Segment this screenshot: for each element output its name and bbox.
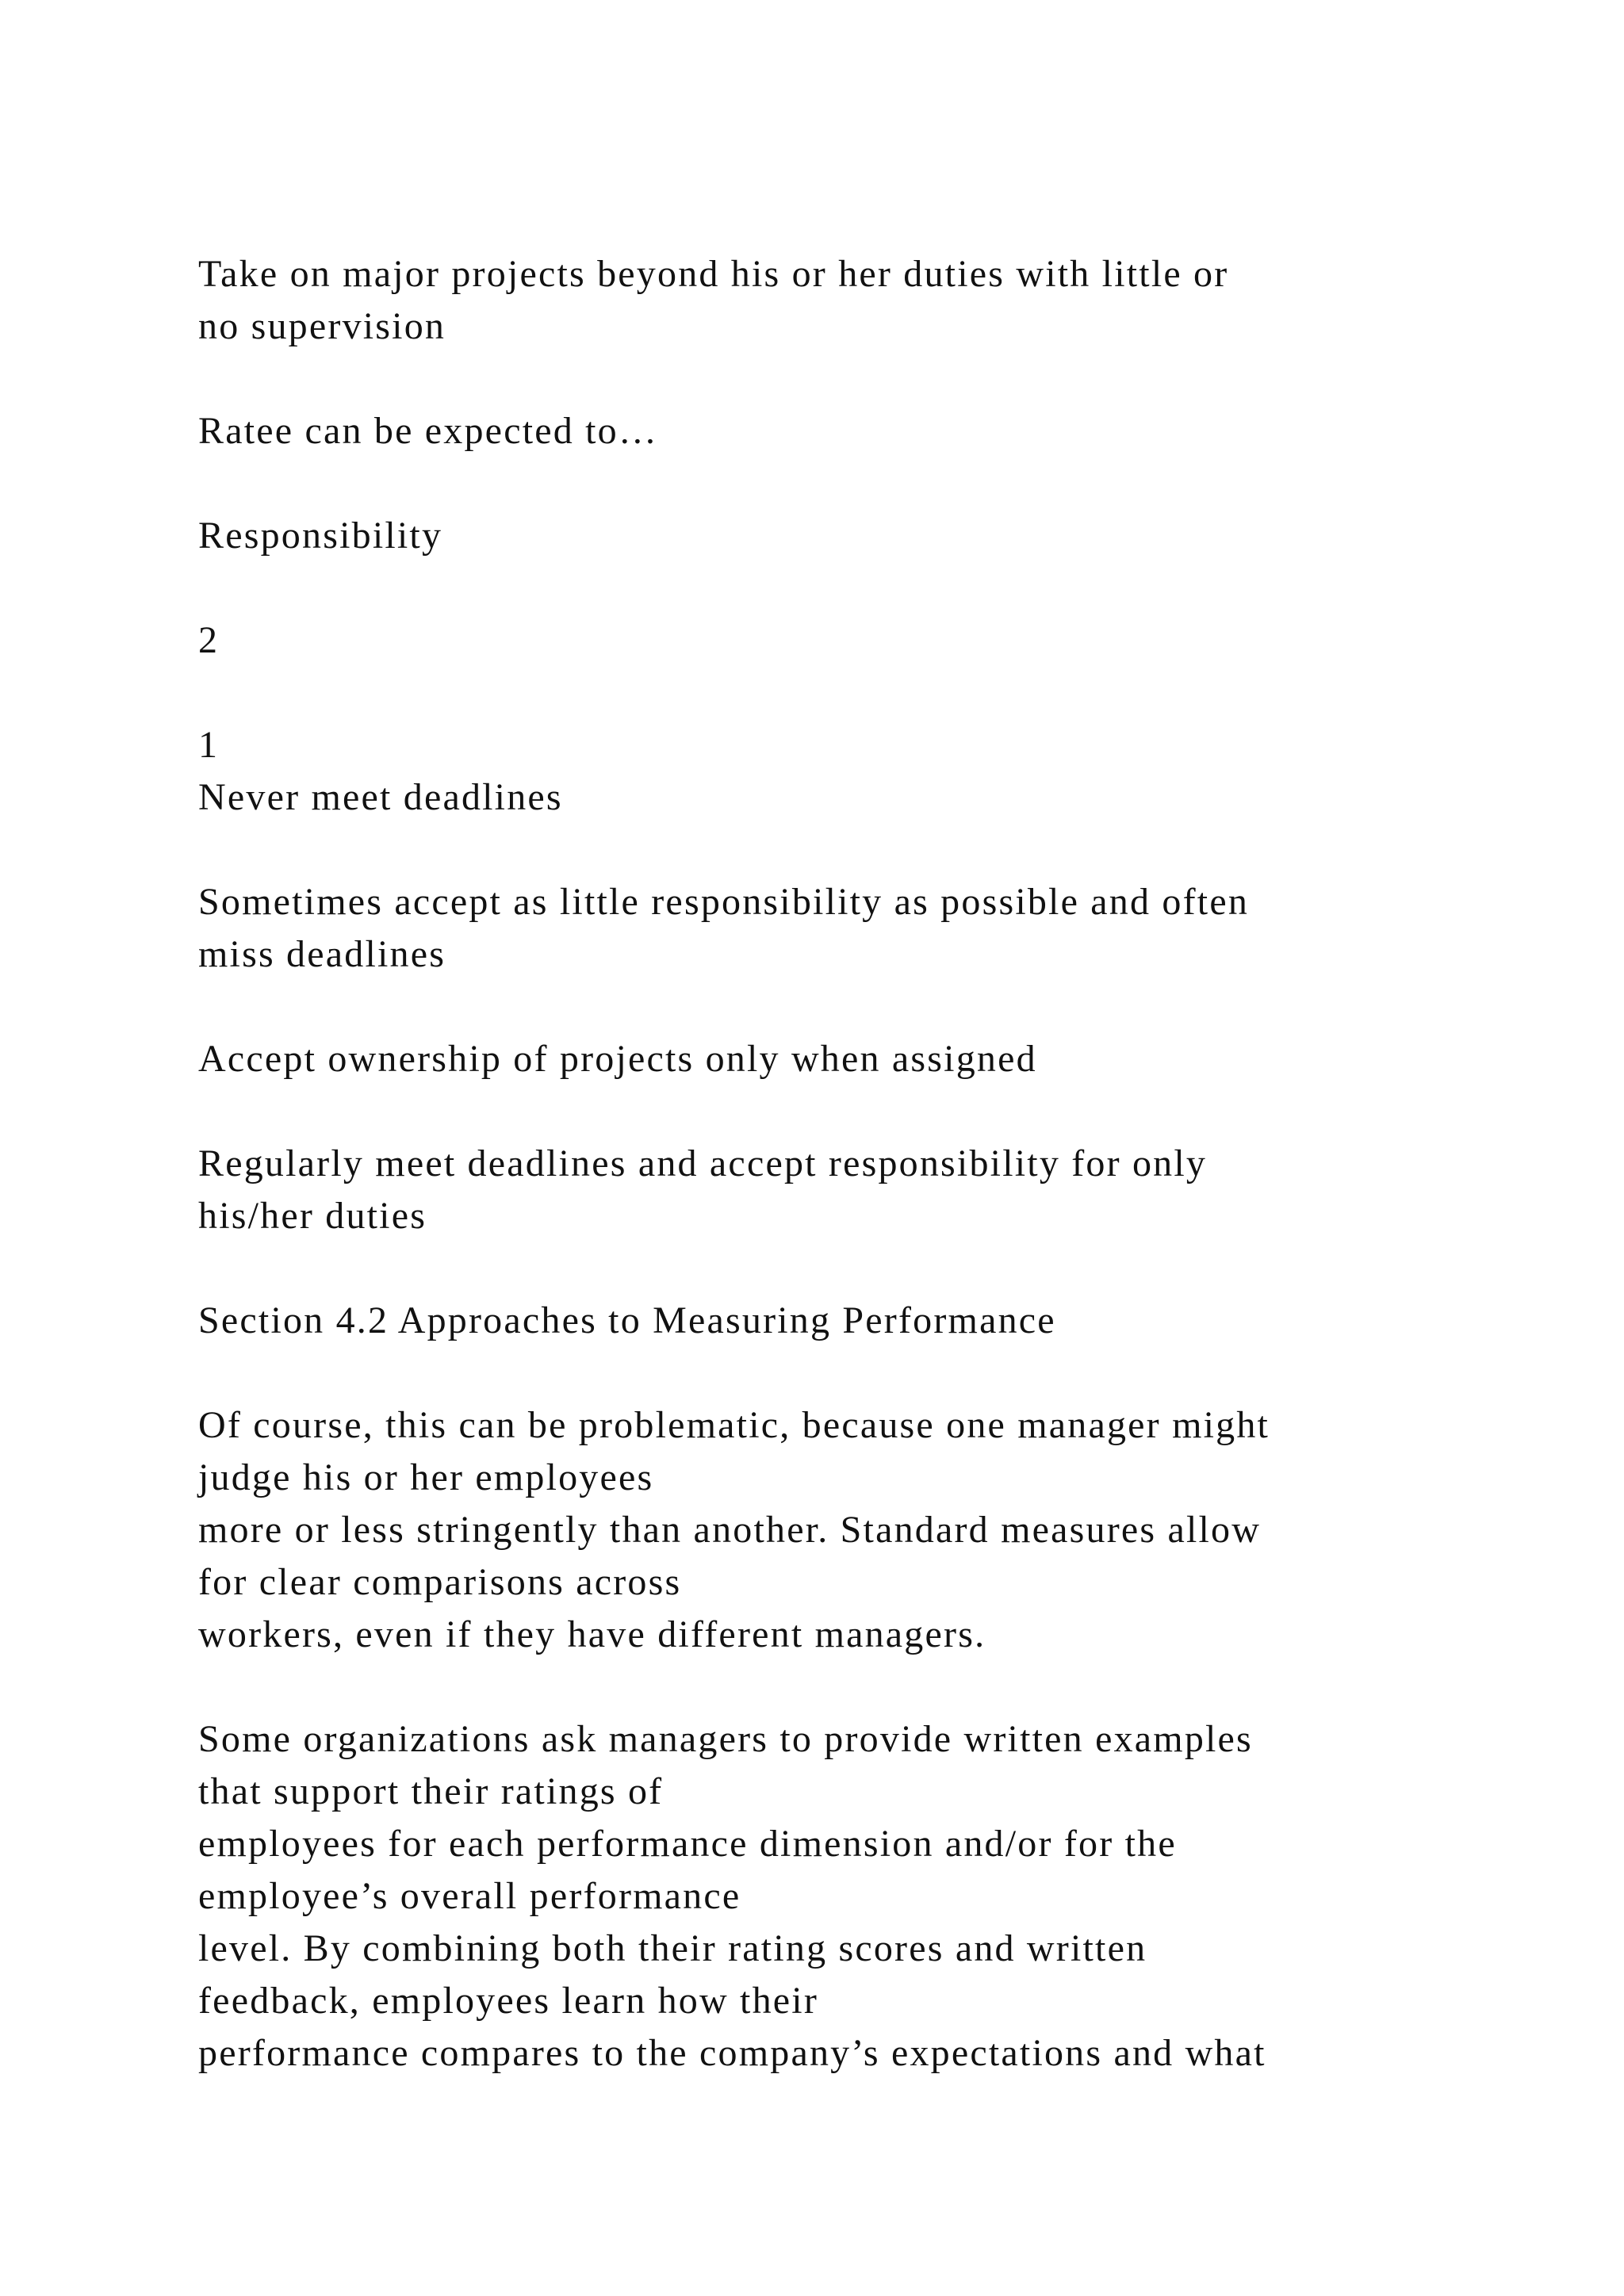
paragraph-sometimes-accept	[198, 876, 1499, 981]
text-line: Regularly meet deadlines and accept responsibility for only	[198, 1142, 1208, 1184]
text-line: Take on major projects beyond his or her duties with little or	[198, 253, 1229, 295]
paragraph-accept-ownership	[198, 1033, 1499, 1085]
text-line: employee’s overall performance	[198, 1875, 741, 1917]
text-line: level. By combining both their rating scores and written	[198, 1927, 1147, 1969]
text-line: 1	[198, 724, 220, 766]
paragraph-ratee-expected	[198, 405, 1499, 457]
paragraph-take-on-major-projects	[198, 248, 1499, 353]
text-line: Ratee can be expected to…	[198, 410, 659, 452]
text-line: Sometimes accept as little responsibility as possible and often	[198, 881, 1250, 923]
section-heading	[198, 1295, 1499, 1347]
text-line: Section 4.2 Approaches to Measuring Performance	[198, 1299, 1056, 1341]
text-line: feedback, employees learn how their	[198, 1980, 819, 2022]
text-line: 2	[198, 619, 220, 661]
text-line: performance compares to the company’s expectations and what	[198, 2032, 1266, 2074]
text-line: Accept ownership of projects only when assigned	[198, 1038, 1037, 1080]
text-line: his/her duties	[198, 1195, 427, 1237]
rating-1-never-meet-deadlines	[198, 719, 1499, 824]
heading-responsibility	[198, 510, 1499, 562]
text-line: no supervision	[198, 305, 446, 347]
paragraph-some-organizations	[198, 1713, 1499, 2080]
text-line: workers, even if they have different managers.	[198, 1613, 986, 1655]
text-line: judge his or her employees	[198, 1456, 654, 1498]
paragraph-of-course	[198, 1399, 1499, 1661]
text-line: miss deadlines	[198, 933, 446, 975]
text-line: Never meet deadlines	[198, 776, 563, 818]
text-line: that support their ratings of	[198, 1770, 664, 1812]
text-line: more or less stringently than another. Standard measures allow	[198, 1509, 1262, 1551]
text-line: for clear comparisons across	[198, 1561, 682, 1603]
text-line: Of course, this can be problematic, because one manager might	[198, 1404, 1270, 1446]
rating-number-2	[198, 614, 1499, 667]
text-line: employees for each performance dimension and/or for the	[198, 1823, 1177, 1865]
text-line: Responsibility	[198, 515, 443, 557]
text-line: Some organizations ask managers to provide written examples	[198, 1718, 1253, 1760]
paragraph-regularly-meet	[198, 1138, 1499, 1242]
